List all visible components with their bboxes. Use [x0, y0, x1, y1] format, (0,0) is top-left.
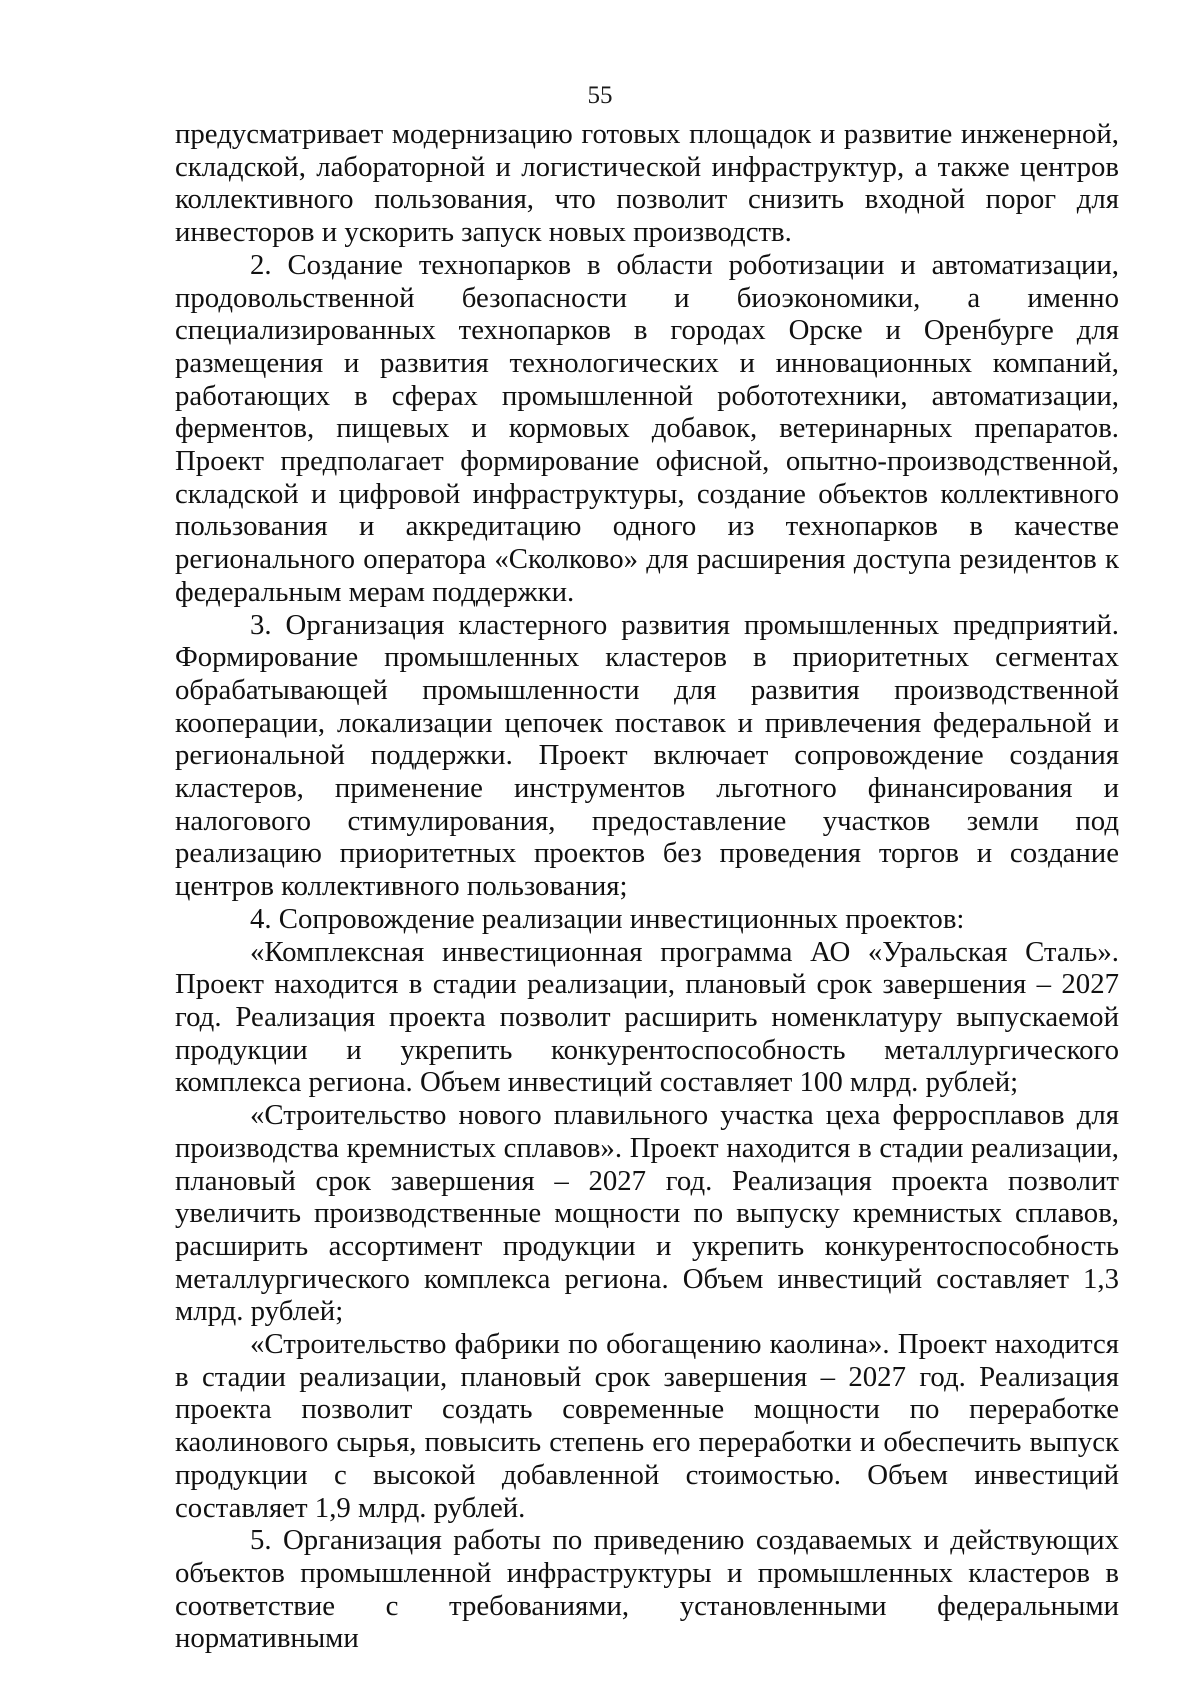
- paragraph-item-5: 5. Организация работы по приведению создаваемых и действующих объектов промышленной инфраструктуры и промышленных кластеров в соответствие с требованиями, установленными федеральными нормативными: [175, 1524, 1119, 1655]
- paragraph-continuation: предусматривает модернизацию готовых площадок и развитие инженерной, складской, лабораторной и логистической инфраструктур, а также центров коллективного пользования, что позволит снизить входной порог для инвесторов и ускорить запуск новых производств.: [175, 118, 1119, 249]
- paragraph-project-ural-steel: «Комплексная инвестиционная программа АО «Уральская Сталь». Проект находится в стадии реализации, плановый срок завершения – 2027 год. Реализация проекта позволит расширить номенклатуру выпускаемой продукции и укрепить конкурентоспособность металлургического комплекса региона. Объем инвестиций составляет 100 млрд. рублей;: [175, 935, 1119, 1099]
- paragraph-project-kaolin: «Строительство фабрики по обогащению каолина». Проект находится в стадии реализации, плановый срок завершения – 2027 год. Реализация проекта позволит создать современные мощности по переработке каолинового сырья, повысить степень его переработки и обеспечить выпуск продукции с высокой добавленной стоимостью. Объем инвестиций составляет 1,9 млрд. рублей.: [175, 1328, 1119, 1524]
- page-number: 55: [587, 82, 613, 109]
- paragraph-project-ferroalloys: «Строительство нового плавильного участка цеха ферросплавов для производства кремнистых сплавов». Проект находится в стадии реализации, плановый срок завершения – 2027 год. Реализация проекта позволит увеличить производственные мощности по выпуску кремнистых сплавов, расширить ассортимент продукции и укрепить конкурентоспособность металлургического комплекса региона. Объем инвестиций составляет 1,3 млрд. рублей;: [175, 1099, 1119, 1328]
- paragraph-item-3: 3. Организация кластерного развития промышленных предприятий. Формирование промышленных кластеров в приоритетных сегментах обрабатывающей промышленности для развития производственной кооперации, локализации цепочек поставок и привлечения федеральной и региональной поддержки. Проект включает сопровождение создания кластеров, применение инструментов льготного финансирования и налогового стимулирования, предоставление участков земли под реализацию приоритетных проектов без проведения торгов и создание центров коллективного пользования;: [175, 608, 1119, 903]
- document-body: [175, 118, 1119, 1655]
- paragraph-item-2: 2. Создание технопарков в области роботизации и автоматизации, продовольственной безопасности и биоэкономики, а именно специализированных технопарков в городах Орске и Оренбурге для размещения и развития технологических и инновационных компаний, работающих в сферах промышленной робототехники, автоматизации, ферментов, пищевых и кормовых добавок, ветеринарных препаратов. Проект предполагает формирование офисной, опытно-производственной, складской и цифровой инфраструктуры, создание объектов коллективного пользования и аккредитацию одного из технопарков в качестве регионального оператора «Сколково» для расширения доступа резидентов к федеральным мерам поддержки.: [175, 248, 1119, 608]
- paragraph-item-4: 4. Сопровождение реализации инвестиционных проектов:: [250, 902, 965, 935]
